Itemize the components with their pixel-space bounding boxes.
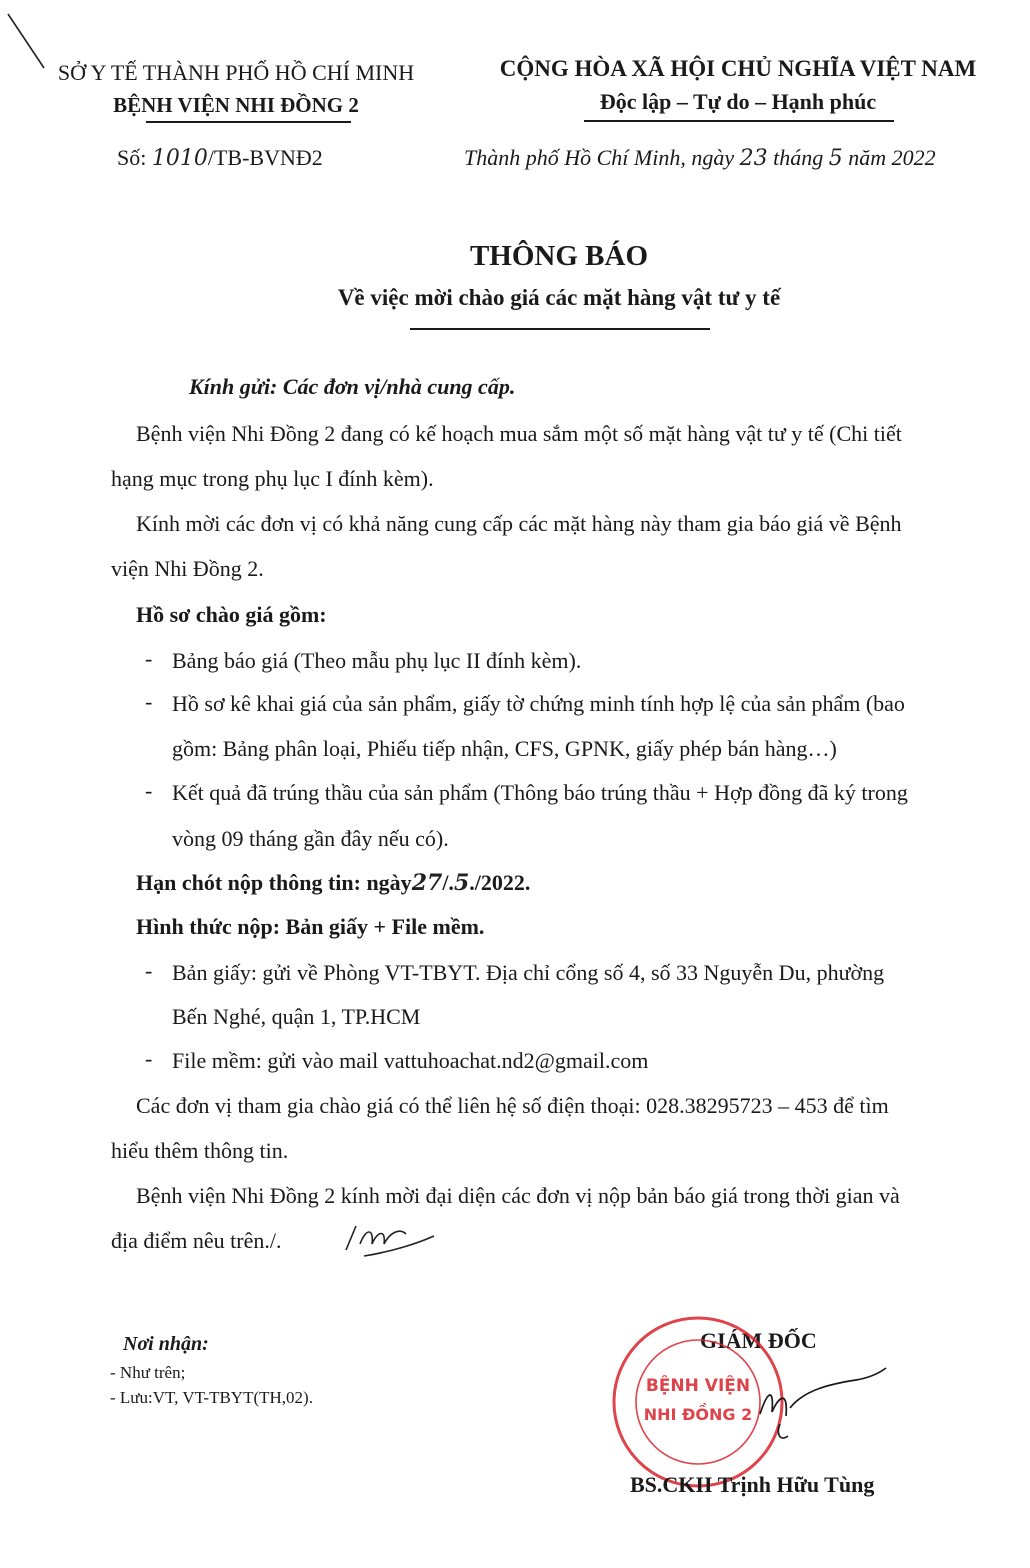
motto-underline: [584, 120, 894, 122]
bullet-dash: -: [145, 689, 153, 714]
bullet-dash: -: [145, 1046, 153, 1071]
submission-item: File mềm: gửi vào mail vattuhoachat.nd2@gmail.com: [172, 1048, 649, 1073]
director-signature: [740, 1350, 890, 1450]
submission-item-continued: Bến Nghé, quận 1, TP.HCM: [172, 1004, 421, 1029]
motto: Độc lập – Tự do – Hạnh phúc: [599, 89, 877, 114]
dossier-item-continued: gồm: Bảng phân loại, Phiếu tiếp nhận, CFS, GPNK, giấy phép bán hàng…): [172, 736, 837, 761]
hospital-name: BỆNH VIỆN NHI ĐỒNG 2: [113, 93, 359, 117]
recipient-item: - Như trên;: [110, 1363, 186, 1382]
document-title: THÔNG BÁO: [469, 240, 649, 272]
invite-line-2: viện Nhi Đồng 2.: [111, 556, 264, 581]
bullet-dash: -: [145, 778, 153, 803]
recipient-item: - Lưu:VT, VT-TBYT(TH,02).: [110, 1388, 313, 1407]
signer-title: GIÁM ĐỐC: [700, 1328, 817, 1353]
ministry-name: SỞ Y TẾ THÀNH PHỐ HỒ CHÍ MINH: [57, 60, 415, 85]
bullet-dash: -: [145, 958, 153, 983]
svg-text:NHI ĐỒNG 2: NHI ĐỒNG 2: [643, 1405, 753, 1424]
dossier-item: Hồ sơ kê khai giá của sản phẩm, giấy tờ chứng minh tính hợp lệ của sản phẩm (bao: [172, 691, 905, 716]
submission-item: Bản giấy: gửi về Phòng VT-TBYT. Địa chỉ cổng số 4, số 33 Nguyễn Du, phường: [172, 960, 885, 985]
document-number: Số: 1010/TB-BVNĐ2: [117, 145, 323, 171]
svg-text:BỆNH VIỆN: BỆNH VIỆN: [645, 1376, 751, 1396]
dossier-item: Bảng báo giá (Theo mẫu phụ lục II đính kèm).: [172, 648, 582, 673]
intro-line-1: Bệnh viện Nhi Đồng 2 đang có kế hoạch mua sắm một số mặt hàng vật tư y tế (Chi tiết: [136, 421, 902, 446]
intro-line-2: hạng mục trong phụ lục I đính kèm).: [111, 466, 434, 491]
handwritten-day: 23: [739, 146, 768, 171]
closing-line-1: Bệnh viện Nhi Đồng 2 kính mời đại diện các đơn vị nộp bản báo giá trong thời gian và: [136, 1183, 900, 1208]
recipients-heading: Nơi nhận:: [123, 1333, 209, 1355]
handwritten-number: 1010: [151, 146, 208, 171]
handwritten-deadline-month: 5: [453, 870, 470, 896]
submission-heading: Hình thức nộp: Bản giấy + File mềm.: [136, 914, 485, 939]
document-subtitle: Về việc mời chào giá các mặt hàng vật tư y tế: [337, 285, 781, 310]
subtitle-underline: [410, 328, 710, 330]
dossier-heading: Hồ sơ chào giá gồm:: [136, 602, 327, 627]
handwritten-month: 5: [828, 146, 843, 171]
handwritten-deadline-day: 27: [411, 870, 443, 896]
deadline: Hạn chót nộp thông tin: ngày27/.5./2022.: [136, 870, 531, 896]
initials-signature: [330, 1214, 440, 1264]
signer-name: BS.CKII Trịnh Hữu Tùng: [630, 1472, 875, 1497]
document-date: Thành phố Hồ Chí Minh, ngày 23 tháng 5 năm 2022: [464, 145, 936, 171]
bullet-dash: -: [145, 646, 153, 671]
dossier-item-continued: vòng 09 tháng gần đây nếu có).: [172, 826, 449, 851]
closing-line-2: địa điểm nêu trên./.: [111, 1228, 282, 1253]
dossier-item: Kết quả đã trúng thầu của sản phẩm (Thông báo trúng thầu + Hợp đồng đã ký trong: [172, 780, 908, 805]
hospital-underline: [146, 121, 351, 123]
contact-line-2: hiểu thêm thông tin.: [111, 1138, 289, 1163]
contact-line-1: Các đơn vị tham gia chào giá có thể liên hệ số điện thoại: 028.38295723 – 453 để tìm: [136, 1093, 889, 1118]
country-name: CỘNG HÒA XÃ HỘI CHỦ NGHĨA VIỆT NAM: [499, 56, 977, 81]
greeting: Kính gửi: Các đơn vị/nhà cung cấp.: [189, 374, 516, 399]
invite-line-1: Kính mời các đơn vị có khả năng cung cấp các mặt hàng này tham gia báo giá về Bệnh: [136, 511, 902, 536]
